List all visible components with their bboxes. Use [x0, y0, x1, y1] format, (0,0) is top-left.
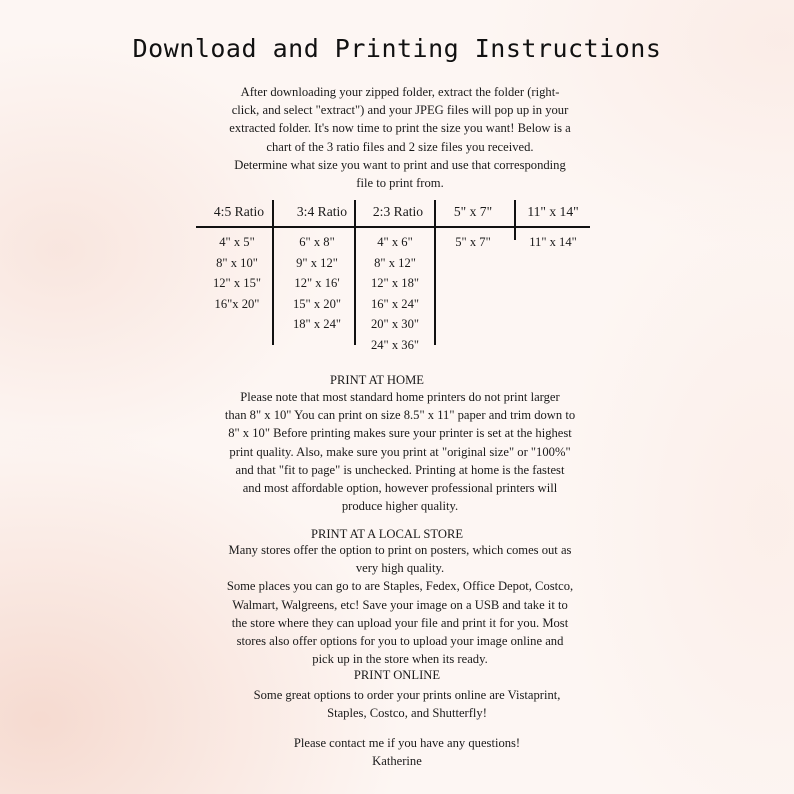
- col-header-2-3: 2:3 Ratio: [372, 204, 424, 219]
- print-online-heading: PRINT ONLINE: [353, 668, 441, 682]
- column-divider: [434, 200, 436, 345]
- table-cell: 12" x 16': [294, 276, 340, 290]
- table-cell: 16"x 20": [214, 296, 260, 311]
- table-cell: 20" x 30": [370, 317, 420, 331]
- column-divider: [272, 200, 274, 345]
- col-4-5-cells: [202, 232, 272, 314]
- table-cell: 11" x 14": [529, 235, 577, 249]
- table-cell: 16" x 24": [370, 296, 420, 311]
- col-header-5x7: 5" x 7": [453, 204, 493, 219]
- print-home-paragraph: Please note that most standard home printers do not print larger than 8" x 10" You can print on size 8.5" x 11" paper and trim down to 8" x 10" Before printing makes sure your printer is set at the highest print quality. Also, make sure you print at "original size" or "100%" and that "fit to page" is unchecked. Printing at home is the fastest and most affordable option, however professional printers will produce higher quality.: [224, 390, 576, 514]
- size-chart: [196, 204, 590, 352]
- table-cell: 4" x 6": [377, 235, 413, 249]
- col-3-4-cells: [282, 232, 352, 335]
- table-cell: 8" x 10": [216, 255, 258, 270]
- table-cell: 4" x 5": [219, 235, 255, 249]
- print-store-heading: PRINT AT A LOCAL STORE: [310, 527, 464, 541]
- col-11x14-cells: [522, 232, 584, 253]
- table-cell: 24" x 36": [370, 337, 420, 352]
- table-cell: 12" x 15": [212, 276, 262, 290]
- col-2-3-cells: [360, 232, 430, 355]
- table-cell: 18" x 24": [292, 317, 342, 331]
- column-divider: [354, 200, 356, 345]
- col-header-11x14: 11" x 14": [527, 204, 579, 219]
- col-5x7-cells: [440, 232, 506, 253]
- table-cell: 8" x 12": [374, 255, 416, 270]
- table-cell: 9" x 12": [296, 255, 338, 270]
- print-home-heading: PRINT AT HOME: [329, 373, 424, 387]
- table-header-rule: [196, 226, 590, 228]
- table-cell: 5" x 7": [455, 235, 491, 249]
- page-title: Download and Printing Instructions: [132, 34, 662, 63]
- table-cell: 15" x 20": [292, 296, 342, 311]
- intro-paragraph: After downloading your zipped folder, extract the folder (right- click, and select "extract") and your JPEG files will pop up in your extracted folder. It's now time to print the size you want! Below is a chart of the 3 ratio files and 2 size files you received. Determine what size you want to print and use that corresponding file to print from.: [229, 85, 571, 191]
- table-cell: 6" x 8": [299, 235, 335, 249]
- signature: Katherine: [372, 754, 422, 768]
- print-online-paragraph: Some great options to order your prints online are Vistaprint, Staples, Costco, and Shutterfly!: [253, 688, 561, 721]
- column-divider: [514, 200, 516, 240]
- col-header-4-5: 4:5 Ratio: [213, 204, 265, 219]
- closing-line: Please contact me if you have any questions!: [293, 736, 521, 750]
- col-header-3-4: 3:4 Ratio: [296, 204, 348, 219]
- table-cell: 12" x 18": [370, 276, 420, 290]
- print-store-paragraph: Many stores offer the option to print on posters, which comes out as very high quality. Some places you can go to are Staples, Fedex, Office Depot, Costco, Walmart, Walgreens, etc! Save your image on a USB and take it to the store where they can upload your file and print it for you. Most stores also offer options for you to upload your image online and pick up in the store when its ready.: [226, 543, 574, 667]
